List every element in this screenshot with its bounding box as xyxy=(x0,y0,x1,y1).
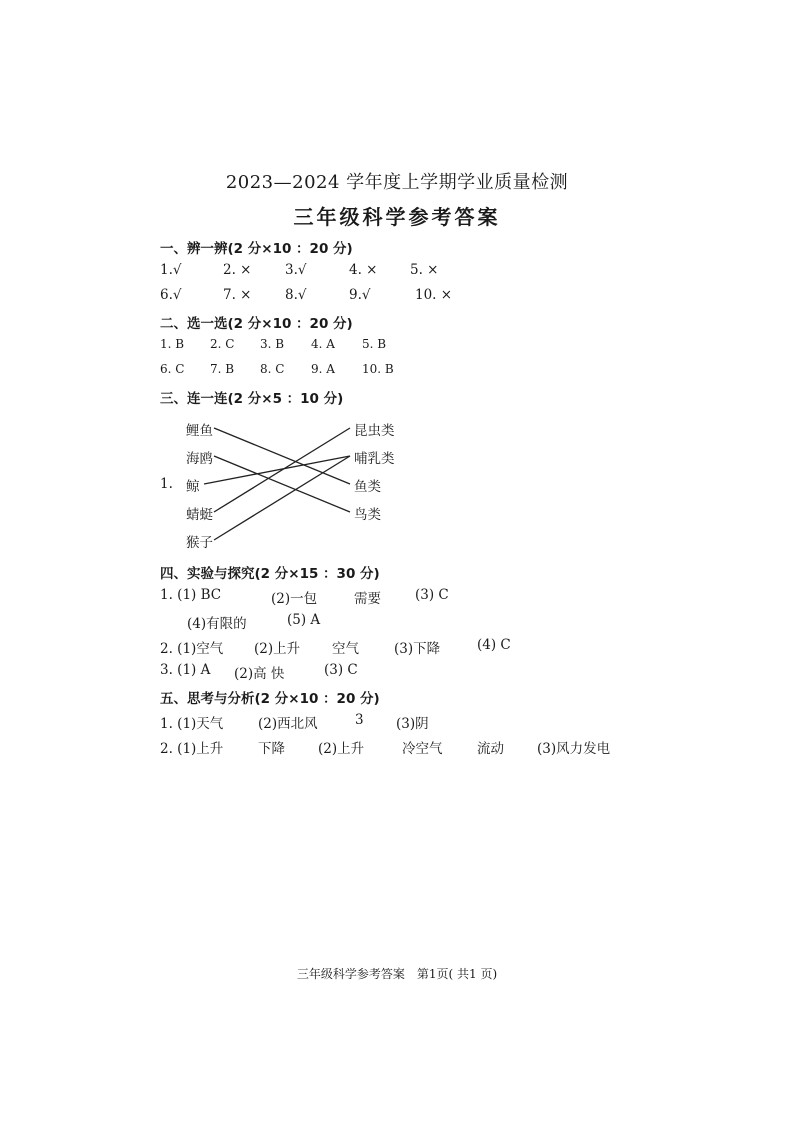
match-line xyxy=(214,428,350,512)
answer-item: 10. × xyxy=(415,287,453,303)
document-title: 2023—2024 学年度上学期学业质量检测 xyxy=(225,172,569,193)
answer-item: 1. (1)天气 xyxy=(160,716,224,732)
section3-heading: 三、连一连(2 分×5 ：10 分) xyxy=(160,391,344,407)
right-item: 鱼类 xyxy=(354,479,381,495)
answer-item: 3. (1) A xyxy=(160,662,211,678)
answer-item: (3) C xyxy=(415,587,449,603)
answer-item: 空气 xyxy=(332,641,359,657)
answer-item: 4. × xyxy=(349,262,378,278)
page-footer: 三年级科学参考答案 第1页( 共1 页) xyxy=(296,967,498,981)
answer-item: 2. (1)空气 xyxy=(160,641,224,657)
left-item: 猴子 xyxy=(186,535,213,551)
match-line xyxy=(214,428,350,484)
right-item: 鸟类 xyxy=(354,507,381,523)
answer-item: 下降 xyxy=(258,741,285,757)
answer-item: (2)西北风 xyxy=(258,716,318,732)
answer-item: (3)下降 xyxy=(394,641,441,657)
answer-item: 1. B xyxy=(160,337,185,351)
answer-item: 6.√ xyxy=(160,287,182,303)
answer-item: 1.√ xyxy=(160,262,182,278)
answer-item: 冷空气 xyxy=(402,741,443,757)
left-item: 蜻蜓 xyxy=(186,507,213,523)
answer-item: 2. C xyxy=(210,337,235,351)
answer-item: (2)上升 xyxy=(318,741,365,757)
match-line xyxy=(214,456,350,512)
answer-item: 8.√ xyxy=(285,287,307,303)
answer-item: 流动 xyxy=(477,741,504,757)
answer-item: (3) C xyxy=(324,662,358,678)
answer-item: 5. B xyxy=(362,337,387,351)
answer-item: 需要 xyxy=(354,591,381,607)
answer-item: 2. × xyxy=(223,262,252,278)
answer-item: (5) A xyxy=(287,612,321,628)
answer-item: 3.√ xyxy=(285,262,307,278)
left-item: 海鸥 xyxy=(186,451,213,467)
answer-item: (4)有限的 xyxy=(187,616,247,632)
answer-item: (2)一包 xyxy=(271,591,318,607)
section4-heading: 四、实验与探究(2 分×15 ：30 分) xyxy=(160,566,380,582)
answer-item: 10. B xyxy=(362,362,394,376)
answer-item: (3)风力发电 xyxy=(537,741,611,757)
answer-item: (2)高 快 xyxy=(234,666,285,682)
answer-item: 6. C xyxy=(160,362,185,376)
answer-item: 9. A xyxy=(311,362,335,376)
answer-item: 7. B xyxy=(210,362,235,376)
answer-item: 7. × xyxy=(223,287,252,303)
answer-item: (4) C xyxy=(477,637,511,653)
answer-item: 3. B xyxy=(260,337,285,351)
document-subtitle: 三年级科学参考答案 xyxy=(293,205,501,229)
section1-heading: 一、辨一辨(2 分×10 ：20 分) xyxy=(160,241,353,257)
answer-item: 9.√ xyxy=(349,287,371,303)
right-item: 哺乳类 xyxy=(354,451,395,467)
right-item: 昆虫类 xyxy=(354,423,395,439)
section5-heading: 五、思考与分析(2 分×10 ：20 分) xyxy=(160,691,380,707)
question-number: 1. xyxy=(160,476,173,492)
answer-item: 3 xyxy=(355,712,364,728)
answer-item: 8. C xyxy=(260,362,285,376)
answer-item: 4. A xyxy=(311,337,335,351)
left-item: 鲸 xyxy=(186,479,200,495)
answer-item: (2)上升 xyxy=(254,641,301,657)
answer-item: 1. (1) BC xyxy=(160,587,222,603)
answer-item: 5. × xyxy=(410,262,439,278)
answer-item: 2. (1)上升 xyxy=(160,741,224,757)
section2-heading: 二、选一选(2 分×10 ：20 分) xyxy=(160,316,353,332)
left-item: 鲤鱼 xyxy=(186,423,213,439)
answer-item: (3)阴 xyxy=(396,716,429,732)
